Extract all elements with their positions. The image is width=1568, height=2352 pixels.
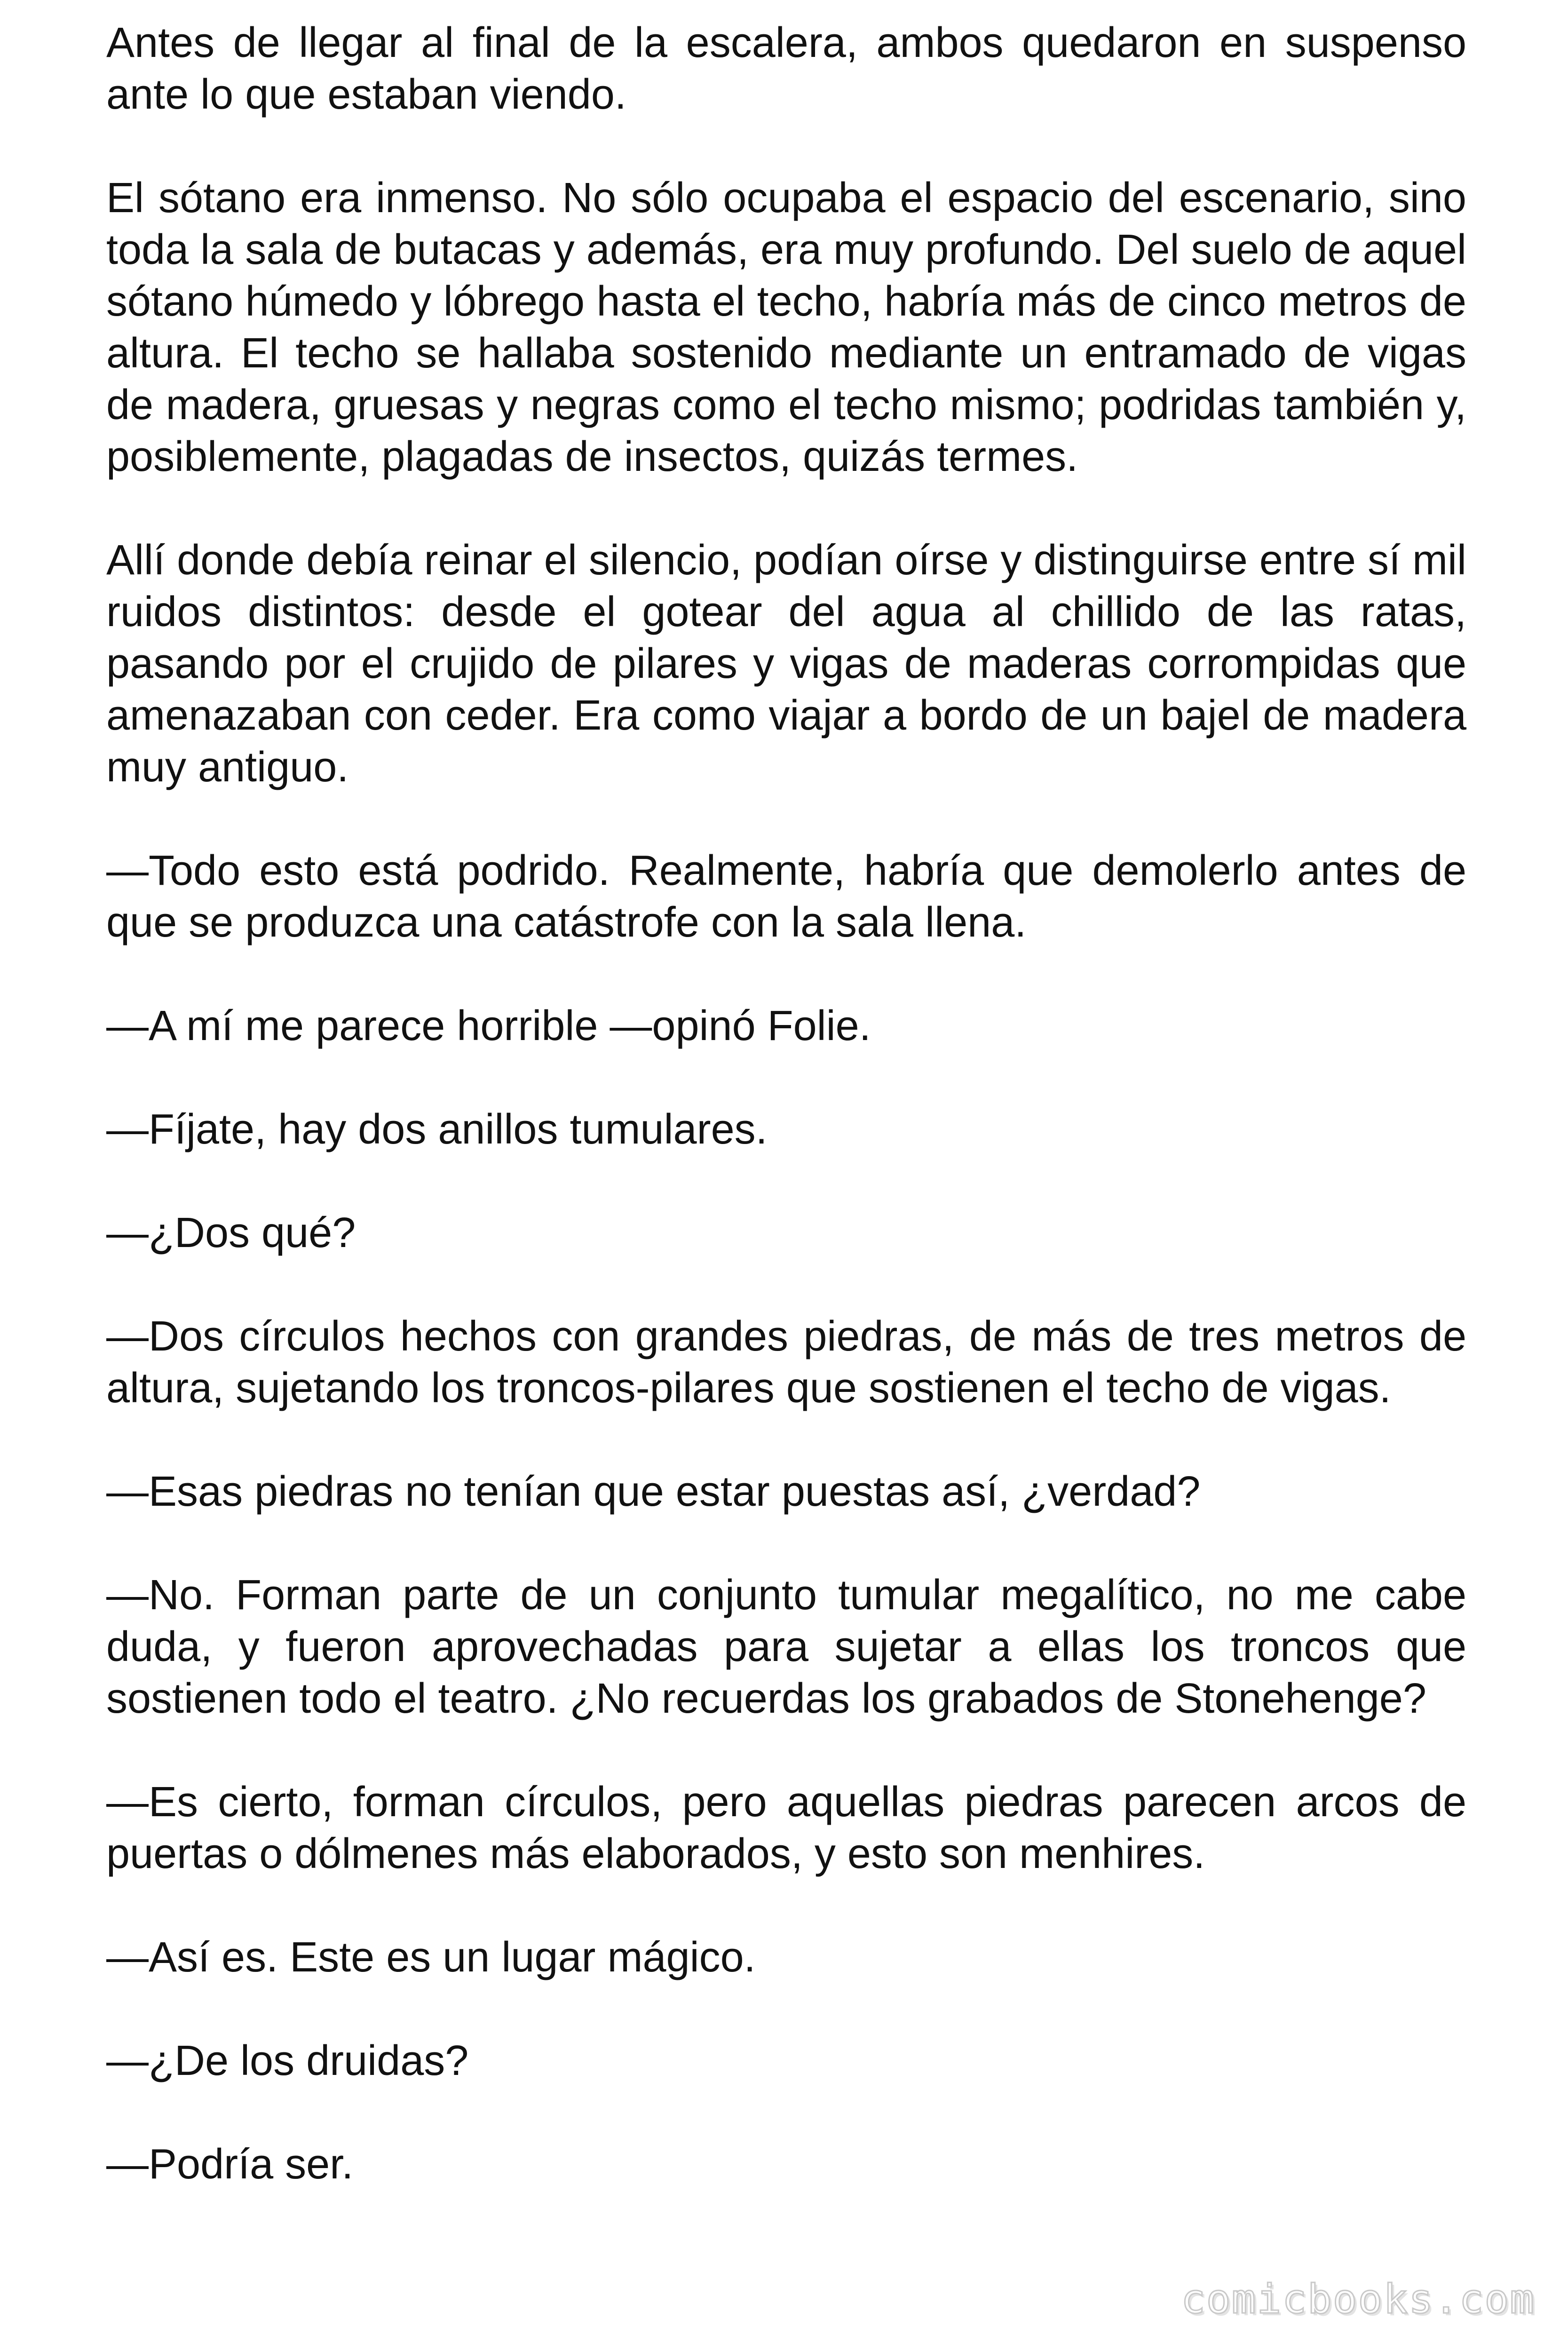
paragraph: —¿Dos qué? bbox=[106, 1209, 356, 1256]
paragraph: —Todo esto está podrido. Realmente, habría que demolerlo antes de que se produzca una catástrofe con la sala llena. bbox=[106, 847, 1466, 946]
paragraph: —Fíjate, hay dos anillos tumulares. bbox=[106, 1106, 768, 1153]
paragraph: —Esas piedras no tenían que estar puestas así, ¿verdad? bbox=[106, 1468, 1201, 1515]
paragraph: El sótano era inmenso. No sólo ocupaba el espacio del escenario, sino toda la sala de butacas y además, era muy profundo. Del suelo de aquel sótano húmedo y lóbrego hasta el techo, habría más de cinco metros de altura. El techo se hallaba sostenido mediante un entramado de vigas de madera, gruesas y negras como el techo mismo; podridas también y, posiblemente, plagadas de insectos, quizás termes. bbox=[106, 175, 1466, 480]
paragraph: —Podría ser. bbox=[106, 2141, 354, 2188]
watermark: comicbooks.com bbox=[1181, 2276, 1535, 2323]
paragraph: —Así es. Este es un lugar mágico. bbox=[106, 1934, 756, 1981]
paragraph: —A mí me parece horrible —opinó Folie. bbox=[106, 1002, 871, 1049]
paragraph: —Dos círculos hechos con grandes piedras, de más de tres metros de altura, sujetando los troncos-pilares que sostienen el techo de vigas. bbox=[106, 1313, 1466, 1412]
paragraph: —No. Forman parte de un conjunto tumular megalítico, no me cabe duda, y fueron aprovechadas para sujetar a ellas los troncos que sostienen todo el teatro. ¿No recuerdas los grabados de Stonehenge? bbox=[106, 1572, 1466, 1722]
page-text bbox=[106, 17, 1466, 2242]
paragraph: —¿De los druidas? bbox=[106, 2037, 469, 2084]
paragraph: Antes de llegar al final de la escalera, ambos quedaron en suspenso ante lo que estaban viendo. bbox=[106, 19, 1466, 118]
paragraph: —Es cierto, forman círculos, pero aquellas piedras parecen arcos de puertas o dólmenes más elaborados, y esto son menhires. bbox=[106, 1779, 1466, 1877]
paragraph: Allí donde debía reinar el silencio, podían oírse y distinguirse entre sí mil ruidos distintos: desde el gotear del agua al chillido de las ratas, pasando por el crujido de pilares y vigas de maderas corrompidas que amenazaban con ceder. Era como viajar a bordo de un bajel de madera muy antiguo. bbox=[106, 537, 1466, 791]
